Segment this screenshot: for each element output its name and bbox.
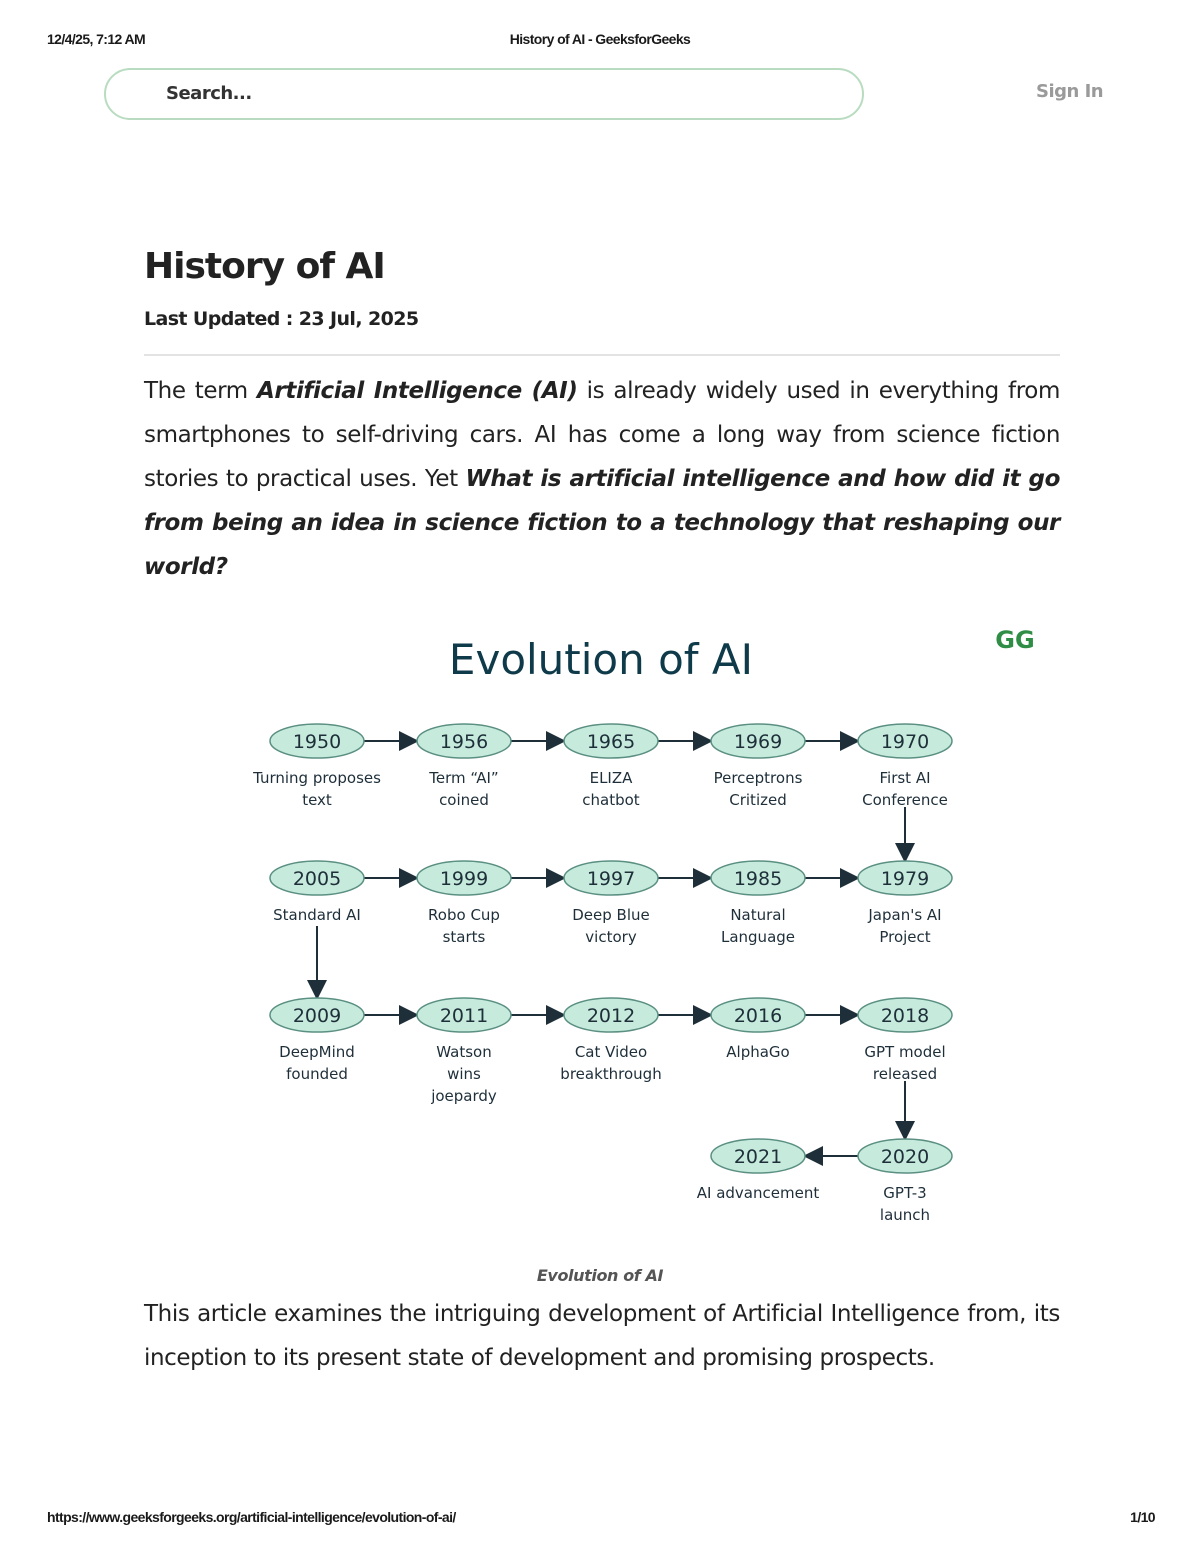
node-label: released (872, 1065, 938, 1083)
node-label: Language (720, 928, 796, 946)
figure-caption: Evolution of AI (536, 1266, 664, 1285)
timeline-node (711, 724, 805, 809)
print-title: History of AI - GeeksforGeeks (509, 31, 691, 47)
node-label: victory (585, 928, 637, 946)
node-year: 1969 (733, 731, 783, 753)
timeline-node (858, 998, 952, 1083)
page-title: History of AI (144, 246, 385, 287)
node-label: breakthrough (560, 1065, 662, 1083)
node-year: 1965 (586, 731, 636, 753)
node-label: Natural (730, 906, 786, 924)
node-label: Robo Cup (428, 906, 500, 924)
timeline-node (417, 861, 511, 946)
node-label: AlphaGo (726, 1043, 790, 1061)
node-year: 2011 (439, 1005, 489, 1027)
node-year: 2016 (733, 1005, 783, 1027)
timeline-node (252, 724, 381, 809)
node-label: joepardy (431, 1087, 497, 1105)
node-year: 1979 (880, 868, 930, 890)
node-label: Perceptrons (713, 769, 803, 787)
timeline-node (564, 724, 658, 809)
node-year: 2018 (880, 1005, 930, 1027)
timeline-node (858, 724, 952, 809)
intro-question: What is artificial intelligence and how did it go from being an idea in science fiction to a technology that reshaping our world? (144, 466, 1060, 580)
timeline-node (564, 861, 658, 946)
last-updated: Last Updated : 23 Jul, 2025 (144, 308, 419, 330)
node-year: 1950 (292, 731, 342, 753)
node-label: Term “AI” (429, 769, 499, 787)
intro-text: is already widely used in everything from smartphones to self-driving cars. AI has come a long way from science fiction stories to practical uses. Yet (144, 378, 1060, 492)
page-number: 1/10 (1130, 1509, 1155, 1525)
node-label: DeepMind (279, 1043, 355, 1061)
node-label: launch (879, 1206, 931, 1224)
node-label: GPT model (864, 1043, 946, 1061)
sign-in-link[interactable]: Sign In (1036, 81, 1104, 102)
timeline-node (711, 998, 805, 1061)
timeline-node (858, 1139, 952, 1224)
node-label: AI advancement (696, 1184, 820, 1202)
gfg-logo: GG (995, 626, 1035, 654)
node-label: wins (447, 1065, 481, 1083)
search-placeholder: Search... (166, 83, 252, 104)
node-year: 2012 (586, 1005, 636, 1027)
node-year: 2009 (292, 1005, 342, 1027)
node-label: First AI (879, 769, 931, 787)
node-label: coined (439, 791, 489, 809)
node-label: Conference (862, 791, 948, 809)
timeline-node (711, 861, 805, 946)
timeline-node (270, 861, 364, 924)
node-label: Critized (729, 791, 787, 809)
node-year: 1997 (586, 868, 636, 890)
figure-title: Evolution of AI (448, 635, 754, 684)
node-label: Japan's AI (868, 906, 942, 924)
timeline-node (417, 998, 511, 1105)
node-year: 2020 (880, 1146, 930, 1168)
node-label: Project (879, 928, 931, 946)
node-label: ELIZA (589, 769, 633, 787)
node-label: text (302, 791, 332, 809)
node-label: Watson (436, 1043, 492, 1061)
node-label: Cat Video (574, 1043, 648, 1061)
node-label: chatbot (582, 791, 640, 809)
node-year: 2005 (292, 868, 342, 890)
timeline-node (697, 1139, 820, 1202)
print-url: https://www.geeksforgeeks.org/artificial-intelligence/evolution-of-ai/ (47, 1509, 456, 1525)
node-year: 1985 (733, 868, 783, 890)
node-label: Turning proposes (253, 769, 381, 787)
node-year: 1956 (439, 731, 489, 753)
intro-text: The term (144, 378, 257, 404)
node-label: Standard AI (273, 906, 361, 924)
node-label: starts (442, 928, 486, 946)
timeline-node (858, 861, 952, 946)
node-label: GPT-3 (883, 1184, 927, 1202)
node-label: Deep Blue (572, 906, 650, 924)
node-year: 1970 (880, 731, 930, 753)
timeline-node (417, 724, 511, 809)
node-year: 1999 (439, 868, 489, 890)
print-date: 12/4/25, 7:12 AM (47, 31, 146, 47)
intro-emphasis: Artificial Intelligence (AI) (257, 378, 578, 404)
closing-paragraph: This article examines the intriguing development of Artificial Intelligence from, its inception to its present state of development and promising prospects. (144, 1301, 1060, 1371)
timeline-node (270, 998, 364, 1083)
node-year: 2021 (733, 1146, 783, 1168)
node-label: founded (286, 1065, 348, 1083)
timeline-node (560, 998, 661, 1083)
